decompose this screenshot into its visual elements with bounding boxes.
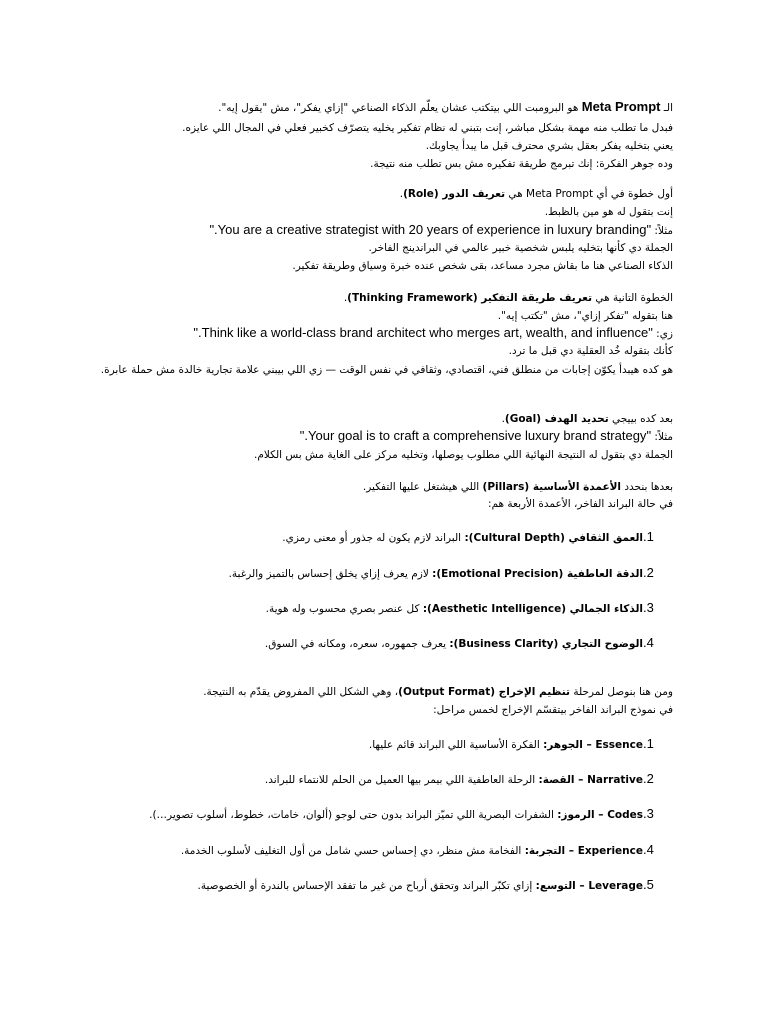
thinking-line-5: هو كده هيبدأ يكوّن إجابات من منطلق فني، اقتصادي، وثقافي في نفس الوقت — زي اللي بيبني علامة تجارية خالدة مش حملة عابرة. [100, 364, 673, 376]
pillar-item: 3.الذكاء الجمالي (Aesthetic Intelligence): كل عنصر بصري محسوب وله هوية. [265, 600, 654, 615]
intro-line-1: الـ Meta Prompt هو البرومبت اللي بيتكتب عشان يعلّم الذكاء الصناعي "إزاي يفكر"، مش "يقول إيه". [218, 99, 673, 114]
role-line-2: إنت بتقول له هو مين بالظبط. [544, 206, 673, 218]
role-line-5: الذكاء الصناعي هنا ما بقاش مجرد مساعد، بقى شخص عنده خبرة وسياق وطريقة تفكير. [292, 260, 673, 272]
intro-line-2: فبدل ما تطلب منه مهمة بشكل مباشر، إنت بتبني له نظام تفكير يخليه يتصرّف كخبير فعلي في المجال اللي عايزه. [182, 122, 673, 134]
output-item: 4.Experience – التجربة: الفخامة مش منظر، دي إحساس حسي شامل من أول التغليف لأسلوب الخدمة. [180, 842, 654, 857]
output-line-2: في نموذج البراند الفاخر بيتقسّم الإخراج لخمس مراحل: [433, 704, 673, 716]
intro-line-3: يعني بتخليه يفكر بعقل بشري محترف قبل ما يبدأ يجاوبك. [425, 140, 673, 152]
role-line-4: الجملة دي كأنها بتخليه يلبس شخصية خبير عالمي في البراندينج الفاخر. [368, 242, 673, 254]
role-example: مثلاً: "You are a creative strategist with 20 years of experience in luxury branding." [209, 222, 673, 237]
output-item: 1.Essence – الجوهر: الفكرة الأساسية اللي البراند قائم عليها. [368, 736, 654, 751]
pillar-item: 1.العمق الثقافي (Cultural Depth): البراند لازم يكون له جذور أو معنى رمزي. [282, 529, 654, 544]
intro-line-4: وده جوهر الفكرة: إنك تبرمج طريقة تفكيره مش بس تطلب منه نتيجة. [370, 158, 673, 170]
goal-heading: بعد كده بييجي تحديد الهدف (Goal). [501, 413, 673, 425]
pillars-line-2: في حالة البراند الفاخر، الأعمدة الأربعة هم: [488, 498, 673, 510]
thinking-example: زي: "Think like a world-class brand architect who merges art, wealth, and influence." [193, 325, 673, 340]
role-heading: أول خطوة في أي Meta Prompt هي تعريف الدور (Role). [399, 188, 673, 200]
thinking-line-2: هنا بتقوله "تفكر إزاي"، مش "تكتب إيه". [497, 310, 673, 322]
thinking-line-4: كأنك بتقوله خُد العقلية دي قبل ما ترد. [508, 345, 673, 357]
pillar-item: 2.الدقة العاطفية (Emotional Precision): لازم يعرف إزاي يخلق إحساس بالتميز والرغبة. [228, 565, 654, 580]
output-item: 5.Leverage – التوسع: إزاي تكبّر البراند وتحقق أرباح من غير ما تفقد الإحساس بالندرة أو الخصوصية. [197, 877, 654, 892]
pillars-heading: بعدها بنحدد الأعمدة الأساسية (Pillars) اللي هيشتغل عليها التفكير. [362, 481, 673, 493]
thinking-heading: الخطوة التانية هي تعريف طريقة التفكير (Thinking Framework). [343, 292, 673, 304]
goal-example: مثلاً: "Your goal is to craft a comprehensive luxury brand strategy." [299, 428, 673, 443]
output-heading: ومن هنا بنوصل لمرحلة تنظيم الإخراج (Output Format)، وهي الشكل اللي المفروض يقدّم به النتيجة. [203, 686, 673, 698]
output-item: 3.Codes – الرموز: الشفرات البصرية اللي تميّز البراند بدون حتى لوجو (ألوان، خامات، خطوط، أسلوب تصوير…). [149, 806, 654, 821]
pillar-item: 4.الوضوح التجاري (Business Clarity): يعرف جمهوره، سعره، ومكانه في السوق. [264, 635, 654, 650]
output-item: 2.Narrative – القصة: الرحلة العاطفية اللي بيمر بيها العميل من الحلم للانتماء للبراند. [264, 771, 654, 786]
goal-line-3: الجملة دي بتقول له النتيجة النهائية اللي مطلوب يوصلها، وتخليه مركز على الغاية مش بس الكلام. [254, 449, 673, 461]
